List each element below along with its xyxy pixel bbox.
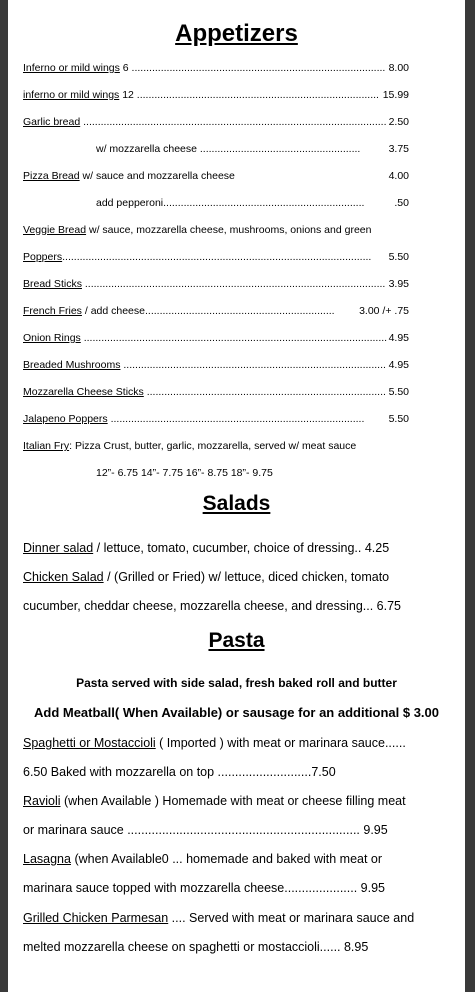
- pasta-note: Pasta served with side salad, fresh baked roll and butter: [76, 676, 397, 690]
- item-name: French Fries: [23, 305, 82, 317]
- item-name: Grilled Chicken Parmesan: [23, 911, 169, 925]
- item-name: Jalapeno Poppers: [23, 413, 108, 425]
- menu-item-row: [23, 277, 409, 291]
- item-price: 5.50: [388, 251, 409, 263]
- item-description: .... Served with meat or marinara sauce and: [168, 911, 415, 925]
- item-price: 2.50: [388, 116, 409, 128]
- item-name: Onion Rings: [23, 332, 81, 344]
- salads-heading: Salads: [202, 492, 271, 515]
- lasagna-line-2: marinara sauce topped with mozzarella cheese..................... 9.95: [23, 881, 385, 895]
- item-name: Ravioli: [23, 794, 61, 808]
- item-name: inferno or mild wings: [23, 89, 120, 101]
- item-description: w/ mozzarella cheese .......................................................: [96, 143, 361, 155]
- spaghetti-line-2: 6.50 Baked with mozzarella on top ...........................7.50: [23, 765, 336, 779]
- menu-item-row: [23, 169, 409, 183]
- item-name: Bread Sticks: [23, 278, 82, 290]
- item-price: 8.00: [388, 62, 409, 74]
- item-name: Garlic bread: [23, 116, 81, 128]
- item-name: Veggie Bread: [23, 224, 87, 236]
- menu-item-row: [23, 439, 409, 453]
- pasta-addon-note: Add Meatball( When Available) or sausage for an additional $ 3.00: [33, 705, 439, 720]
- item-name: Mozzarella Cheese Sticks: [23, 386, 144, 398]
- item-name: Dinner salad: [23, 541, 94, 555]
- item-description: w/ sauce, mozzarella cheese, mushrooms, onions and green: [86, 224, 372, 236]
- item-name: Breaded Mushrooms: [23, 359, 121, 371]
- item-description: (when Available ) Homemade with meat or cheese filling meat: [60, 794, 406, 808]
- item-name: Italian Fry: [23, 440, 70, 452]
- item-description: ..........................................................................................................: [62, 251, 372, 263]
- item-description: ........................................................................................................: [80, 116, 387, 128]
- menu-item-row: [96, 196, 409, 210]
- item-description: ..........................................................................................: [120, 359, 386, 371]
- menu-item-row: [23, 385, 409, 399]
- item-name: Spaghetti or Mostaccioli: [23, 736, 156, 750]
- menu-item-row: [23, 304, 409, 318]
- item-price: 5.50: [388, 386, 409, 398]
- lasagna-line: [23, 851, 382, 867]
- spaghetti-line: [23, 735, 406, 751]
- item-name: Poppers: [23, 251, 63, 263]
- dinner-salad-line: [23, 540, 389, 556]
- item-name: Chicken Salad: [23, 570, 104, 584]
- item-description: .......................................................................................: [107, 413, 365, 425]
- menu-item-row: [23, 88, 409, 102]
- menu-item-row: [96, 142, 409, 156]
- item-name: Pizza Bread: [23, 170, 80, 182]
- ravioli-line-2: or marinara sauce ................................................................... 9.95: [23, 823, 388, 837]
- menu-item-row: [23, 331, 409, 345]
- appetizers-heading: Appetizers: [175, 20, 298, 47]
- item-name: Lasagna: [23, 852, 71, 866]
- item-name: Inferno or mild wings: [23, 62, 120, 74]
- menu-item-row: [23, 61, 409, 75]
- chicken-parmesan-line-2: melted mozzarella cheese on spaghetti or mostaccioli...... 8.95: [23, 940, 369, 954]
- menu-item-row: [23, 250, 409, 264]
- ravioli-line: [23, 793, 406, 809]
- item-price: 5.50: [388, 413, 409, 425]
- item-price: 4.95: [388, 332, 409, 344]
- item-description: / lettuce, tomato, cucumber, choice of dressing.. 4.25: [93, 541, 390, 555]
- menu-item-row: [23, 115, 409, 129]
- item-description: (when Available0 ... homemade and baked with meat or: [70, 852, 383, 866]
- italian-fry-sizes: 12”- 6.75 14”- 7.75 16”- 8.75 18”- 9.75: [96, 467, 273, 479]
- menu-item-row: [23, 412, 409, 426]
- item-description: ..................................................................................: [143, 386, 386, 398]
- menu-item-row: [23, 358, 409, 372]
- menu-item-row: [23, 223, 409, 237]
- item-price: 4.00: [388, 170, 409, 182]
- item-description: 12 ...................................................................................: [119, 89, 379, 101]
- item-description: .......................................................................................................: [81, 278, 386, 290]
- chicken-salad-line: [23, 569, 389, 585]
- item-price: 3.95: [388, 278, 409, 290]
- chicken-parmesan-line: [23, 910, 414, 926]
- item-price: 3.75: [388, 143, 409, 155]
- item-description: 6 .......................................................................................: [119, 62, 386, 74]
- item-price: 3.00 /+ .75: [359, 305, 409, 317]
- item-price: .50: [394, 197, 409, 209]
- pasta-heading: Pasta: [208, 629, 265, 652]
- chicken-salad-line-2: cucumber, cheddar cheese, mozzarella cheese, and dressing... 6.75: [23, 599, 401, 613]
- item-description: / (Grilled or Fried) w/ lettuce, diced chicken, tomato: [103, 570, 390, 584]
- item-price: 15.99: [382, 89, 409, 101]
- item-description: / add cheese.................................................................: [81, 305, 335, 317]
- item-description: ........................................................................................................: [80, 332, 388, 344]
- item-description: ( Imported ) with meat or marinara sauce......: [155, 736, 406, 750]
- item-description: w/ sauce and mozzarella cheese: [79, 170, 235, 182]
- item-description: add pepperoni.....................................................................: [96, 197, 365, 209]
- item-price: 4.95: [388, 359, 409, 371]
- item-description: : Pizza Crust, butter, garlic, mozzarella, served w/ meat sauce: [69, 440, 357, 452]
